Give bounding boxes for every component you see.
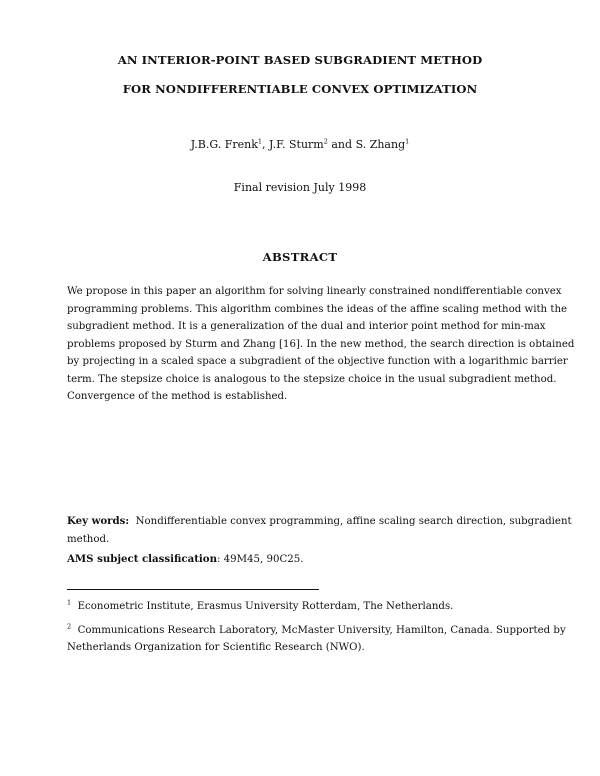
abstract-line: by projecting in a scaled space a subgradient of the objective function with a logarithmic barrier [67, 356, 568, 367]
author-sturm: J.F. Sturm [269, 138, 324, 151]
paper-title-line-1: AN INTERIOR-POINT BASED SUBGRADIENT METHOD [117, 53, 483, 67]
author-zhang-affiliation-mark: 1 [405, 137, 410, 146]
keywords-text: Nondifferentiable convex programming, affine scaling search direction, subgradient [135, 516, 572, 527]
ams-label: AMS subject classification [67, 553, 217, 565]
abstract-line: problems proposed by Sturm and Zhang [16]. In the new method, the search direction is obtained [67, 338, 575, 350]
author-separator: , [262, 138, 270, 151]
ams-codes: : 49M45, 90C25. [216, 554, 304, 565]
footnote-1 [67, 598, 528, 615]
footnote-divider [67, 589, 319, 590]
keywords-block [67, 513, 572, 548]
footnote-mark: 1 [67, 598, 72, 607]
author-sturm-affiliation-mark: 2 [323, 137, 328, 146]
footnote-text-continued: Netherlands Organization for Scientific Research (NWO). [67, 642, 365, 653]
abstract-line: We propose in this paper an algorithm for solving linearly constrained nondifferentiable convex [67, 286, 562, 297]
footnote-text: Communications Research Laboratory, McMaster University, Hamilton, Canada. Supported by [77, 625, 566, 636]
author-frenk: J.B.G. Frenk [190, 138, 258, 151]
keywords-label: Key words: [67, 515, 130, 527]
abstract-line: programming problems. This algorithm combines the ideas of the affine scaling method with the [67, 303, 568, 315]
footnote-text: Econometric Institute, Erasmus University Rotterdam, The Netherlands. [77, 601, 454, 612]
abstract-body [67, 283, 575, 406]
abstract-line: subgradient method. It is a generalization of the dual and interior point method for min-max [67, 321, 546, 332]
revision-date: Final revision July 1998 [233, 181, 367, 194]
keywords-text-continued: method. [67, 533, 110, 545]
abstract-line: Convergence of the method is established. [67, 391, 288, 402]
abstract-heading: ABSTRACT [262, 250, 338, 264]
author-list [0, 138, 600, 151]
abstract-line: term. The stepsize choice is analogous to the stepsize choice in the usual subgradient method. [67, 373, 557, 385]
footnote-mark: 2 [67, 622, 72, 631]
author-zhang: S. Zhang [355, 138, 406, 151]
author-separator: and [327, 138, 356, 151]
footnote-2 [67, 622, 566, 656]
ams-classification [67, 551, 528, 569]
paper-title-line-2: FOR NONDIFFERENTIABLE CONVEX OPTIMIZATION [122, 82, 478, 96]
author-frenk-affiliation-mark: 1 [257, 137, 263, 146]
